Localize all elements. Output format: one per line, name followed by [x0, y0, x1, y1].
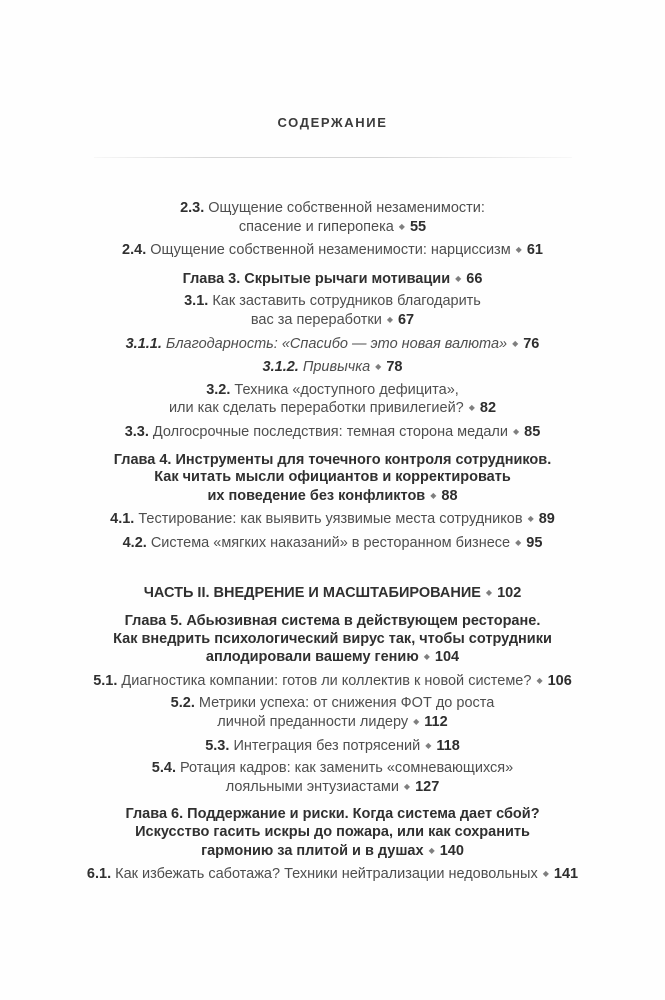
toc-entry-number: 4.2.	[122, 534, 147, 551]
toc-entry-line	[83, 613, 583, 631]
toc-list	[83, 158, 583, 884]
toc-entry-text: личной преданности лидеру	[217, 714, 409, 731]
toc-entry-number: 5.2.	[170, 695, 195, 712]
toc-entry-line	[83, 452, 583, 470]
toc-entry-number: 2.3.	[180, 200, 205, 216]
toc-entry-page-number: 76	[523, 335, 540, 352]
diamond-separator-icon: ◆	[527, 514, 534, 524]
toc-entry-text: вас за переработки	[250, 311, 382, 328]
toc-entry-text: Как избежать саботажа? Техники нейтрализации недовольных	[115, 866, 538, 883]
toc-entry-number: 3.1.1.	[125, 335, 162, 352]
toc-entry-text: Диагностика компании: готов ли коллектив к новой системе?	[121, 672, 532, 689]
toc-entry-text: Интеграция без потрясений	[233, 737, 421, 754]
toc-entry-text: Метрики успеха: от снижения ФОТ до роста	[198, 695, 495, 712]
diamond-separator-icon: ◆	[428, 845, 435, 855]
toc-entry-text: Ротация кадров: как заменить «сомневающихся»	[180, 760, 514, 777]
toc-entry-line	[83, 270, 583, 289]
toc-entry-line	[83, 382, 583, 400]
toc-entry-line	[83, 241, 583, 260]
toc-entry-page-number: 95	[526, 534, 543, 551]
toc-entry-text: Как читать мысли официантов и корректировать	[154, 469, 511, 486]
toc-entry	[83, 695, 583, 731]
toc-entry-page-number: 127	[415, 778, 440, 795]
toc-entry	[83, 200, 583, 236]
toc-entry-page-number: 82	[479, 400, 497, 417]
toc-entry-page-number: 61	[526, 242, 543, 259]
toc-entry	[83, 534, 583, 553]
toc-entry-line	[83, 672, 583, 691]
toc-entry-text: Тестирование: как выявить уязвимые места сотрудников	[138, 511, 523, 528]
toc-entry	[83, 335, 583, 354]
toc-entry-page-number: 55	[409, 218, 427, 235]
diamond-separator-icon: ◆	[515, 245, 522, 255]
toc-entry-number: 4.1.	[110, 511, 135, 528]
toc-entry-text: гармонию за плитой и в душах	[201, 842, 424, 859]
toc-entry-text: Благодарность: «Спасибо — это новая валюта»	[165, 335, 508, 352]
toc-entry-line	[83, 713, 583, 732]
toc-entry	[83, 241, 583, 260]
toc-entry	[83, 382, 583, 418]
toc-entry-text: Техника «доступного дефицита»,	[234, 381, 459, 398]
diamond-separator-icon: ◆	[375, 362, 382, 372]
toc-entry-line	[83, 584, 583, 603]
toc-entry-text: Привычка	[302, 359, 371, 376]
toc-entry-text: Как заставить сотрудников благодарить	[212, 293, 481, 310]
diamond-separator-icon: ◆	[536, 675, 543, 685]
toc-entry-text: Ощущение собственной незаменимости: нарциссизм	[150, 242, 511, 259]
diamond-separator-icon: ◆	[413, 717, 420, 727]
diamond-separator-icon: ◆	[485, 587, 493, 597]
toc-entry-text: Глава 4. Инструменты для точечного контроля сотрудников.	[113, 451, 552, 468]
toc-entry-line	[83, 358, 583, 377]
toc-entry-text: Искусство гасить искры до пожара, или как сохранить	[135, 824, 530, 841]
toc-entry-text: или как сделать переработки привилегией?	[168, 400, 464, 417]
toc-entry-page-number: 104	[434, 649, 460, 666]
toc-entry-page-number: 66	[466, 270, 483, 287]
toc-entry	[83, 806, 583, 860]
toc-entry-page-number: 88	[441, 487, 458, 504]
diamond-separator-icon: ◆	[398, 221, 405, 231]
toc-entry-text: аплодировали вашему гению	[205, 649, 419, 666]
toc-entry-line	[83, 487, 583, 506]
toc-entry-line	[83, 737, 583, 756]
toc-entry	[83, 510, 583, 529]
toc-entry-text: лояльными энтузиастами	[225, 778, 399, 795]
toc-entry-line	[83, 842, 583, 861]
toc-entry	[83, 584, 583, 603]
toc-entry-line	[83, 648, 583, 667]
toc-entry-number: 6.1.	[86, 866, 112, 883]
toc-entry-page-number: 89	[538, 511, 555, 528]
toc-entry-text: Глава 6. Поддержание и риски. Когда система дает сбой?	[125, 806, 540, 823]
toc-entry-number: 3.3.	[124, 423, 149, 440]
page-title: СОДЕРЖАНИЕ	[277, 115, 388, 130]
toc-entry-text: их поведение без конфликтов	[207, 487, 426, 504]
toc-entry-line	[83, 534, 583, 553]
toc-entry	[83, 423, 583, 442]
toc-entry	[83, 270, 583, 289]
toc-entry-line	[83, 469, 583, 487]
toc-entry-line	[83, 760, 583, 778]
toc-entry	[83, 293, 583, 329]
toc-entry-line	[83, 806, 583, 824]
toc-entry-line	[83, 293, 583, 311]
diamond-separator-icon: ◆	[403, 781, 411, 791]
diamond-separator-icon: ◆	[430, 490, 437, 500]
toc-entry-line	[83, 778, 583, 797]
toc-entry-line	[83, 200, 583, 218]
toc-entry-page-number: 112	[424, 714, 448, 731]
toc-entry-number: 2.4.	[122, 242, 147, 259]
toc-entry-text: спасение и гиперопека	[238, 218, 394, 235]
toc-entry	[83, 760, 583, 796]
toc-entry-text: Глава 3. Скрытые рычаги мотивации	[182, 270, 451, 287]
diamond-separator-icon: ◆	[512, 338, 519, 348]
toc-entry	[83, 452, 583, 506]
toc-entry-line	[83, 695, 583, 713]
toc-entry-page-number: 78	[386, 359, 403, 376]
diamond-separator-icon: ◆	[425, 740, 432, 750]
diamond-separator-icon: ◆	[468, 403, 475, 413]
toc-entry	[83, 358, 583, 377]
diamond-separator-icon: ◆	[515, 537, 522, 547]
toc-entry-number: 5.1.	[93, 672, 118, 689]
toc-entry-page-number: 118	[436, 737, 460, 754]
toc-entry-page-number: 67	[397, 311, 415, 328]
toc-entry-text: Ощущение собственной незаменимости:	[208, 200, 485, 216]
toc-entry-page-number: 85	[524, 423, 541, 440]
toc-entry-text: Глава 5. Абьюзивная система в действующем ресторане.	[124, 613, 541, 630]
toc-entry-line	[83, 218, 583, 237]
toc-entry-line	[83, 423, 583, 442]
toc-entry-text: ЧАСТЬ II. ВНЕДРЕНИЕ И МАСШТАБИРОВАНИЕ	[143, 584, 481, 601]
toc-entry-number: 5.3.	[205, 737, 230, 754]
toc-entry-line	[83, 865, 583, 884]
diamond-separator-icon: ◆	[455, 273, 462, 283]
toc-entry-line	[83, 631, 583, 649]
toc-entry	[83, 613, 583, 667]
diamond-separator-icon: ◆	[423, 652, 430, 662]
toc-entry-line	[83, 510, 583, 529]
toc-entry-page-number: 141	[553, 866, 579, 883]
toc-entry-line	[83, 311, 583, 330]
toc-entry-text: Система «мягких наказаний» в ресторанном бизнесе	[150, 534, 511, 551]
toc-entry	[83, 865, 583, 884]
diamond-separator-icon: ◆	[513, 426, 520, 436]
toc-entry-number: 3.1.2.	[262, 359, 299, 376]
toc-entry-page-number: 106	[547, 672, 572, 689]
toc-entry-page-number: 140	[439, 842, 464, 859]
toc-entry	[83, 672, 583, 691]
toc-entry-line	[83, 824, 583, 842]
diamond-separator-icon: ◆	[386, 314, 393, 324]
toc-entry-line	[83, 399, 583, 418]
toc-entry-line	[83, 335, 583, 354]
toc-entry	[83, 737, 583, 756]
toc-entry-text: Как внедрить психологический вирус так, чтобы сотрудники	[113, 630, 552, 647]
toc-entry-text: Долгосрочные последствия: темная сторона медали	[152, 423, 508, 440]
diamond-separator-icon: ◆	[542, 869, 549, 879]
toc-entry-number: 3.2.	[206, 381, 231, 398]
toc-entry-page-number: 102	[497, 584, 522, 601]
toc-entry-number: 5.4.	[151, 760, 176, 777]
toc-entry-number: 3.1.	[184, 293, 209, 310]
